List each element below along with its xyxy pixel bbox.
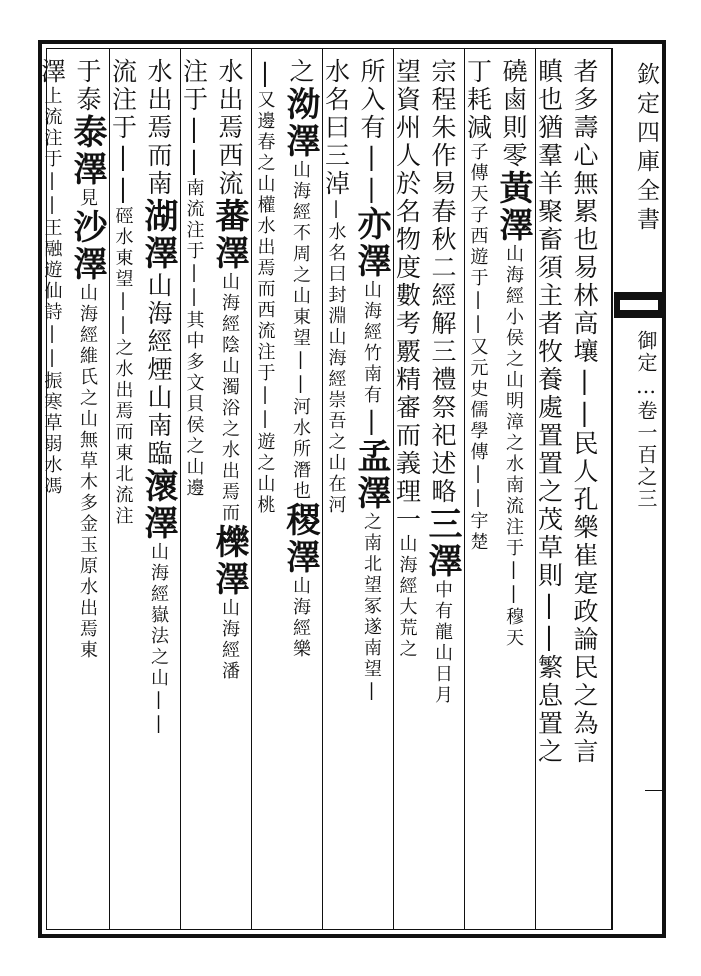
body-text: 丁耗減 (463, 58, 493, 142)
body-text: 澤 (37, 58, 67, 86)
annotation-text: 山海經不周之山東望||河水所潛也 (290, 160, 311, 502)
annotation-text: 山海經崇吾之山在河 (325, 327, 347, 516)
annotation-text: 山海經小侯之山明漳之水南流注于||穆天 (503, 244, 524, 649)
annotation-text: 見 (77, 188, 98, 209)
body-text: 瞋也猶羣羊聚畜須主者牧養處置置之茂草則||繁息置之 (534, 58, 564, 766)
edge-tick-mark (645, 790, 663, 791)
text-column (180, 58, 216, 928)
annotation-text: 之水出焉而東北流注 (112, 338, 134, 527)
annotation-text: 中有龍山日月 (432, 580, 453, 706)
fishtail-mark (614, 292, 664, 318)
annotation-text: 山海經樂 (290, 576, 311, 660)
body-text: 所入有|| (357, 58, 386, 206)
entry-heading: 黃澤 (493, 170, 533, 244)
entry-heading: 三澤 (422, 506, 462, 580)
text-column (38, 58, 74, 928)
body-text: 水名曰三淖 (321, 58, 351, 198)
text-column (109, 58, 145, 928)
body-text: 于泰 (73, 58, 102, 114)
annotation-text: 山海經嶽法之山|| (148, 542, 169, 737)
entry-heading: 泰澤 (67, 114, 107, 188)
text-column (464, 58, 500, 928)
annotation-text: 山海經潘 (219, 598, 240, 682)
text-column (138, 58, 181, 928)
body-text: 水出焉而南 (144, 58, 173, 198)
annotation-text: 上 (41, 86, 63, 107)
text-column (322, 58, 358, 928)
entry-heading: 沙澤 (67, 209, 107, 283)
body-text: 宗程朱作易春秋二經解三禮祭祀述略 (428, 58, 457, 506)
body-text: 望資州人於名物度數考覈精審而義理一 (392, 58, 422, 534)
body-text: 山海經煙山南臨 (144, 272, 173, 468)
entry-heading: 孟澤 (351, 438, 391, 512)
text-column (209, 58, 252, 928)
book-title: 欽定四庫全書 (633, 62, 659, 236)
body-text: 注于|| (179, 58, 209, 178)
annotation-text: 硜水東望|| (112, 206, 134, 338)
entry-heading: 瀤澤 (138, 468, 178, 542)
body-text: 流注于|| (108, 58, 138, 206)
text-column (251, 58, 287, 928)
text-column (422, 58, 465, 928)
annotation-text: 又邊春之山權水出焉而西流注于|| (254, 90, 276, 432)
text-column (493, 58, 536, 928)
entry-heading: 泑澤 (280, 86, 320, 160)
annotation-text: 子傳天子西遊于||又元史儒學傳||宇楚 (467, 142, 489, 553)
annotation-text: 山海經維氏之山無草木多金玉原水出焉東 (77, 283, 98, 661)
annotation-text: 山海經陰山濁浴之水出焉而 (219, 272, 240, 524)
edge-strip-rule (612, 48, 613, 930)
annotation-text: 之南北望冢遂南望| (361, 512, 382, 704)
entry-heading: 稷澤 (280, 502, 320, 576)
entry-heading: 亦澤 (351, 206, 391, 280)
body-text: 者多壽心無累也易林高壤||民人孔樂崔寔政論民之為言 (570, 58, 599, 766)
annotation-text: 山海經竹南有 (361, 280, 382, 406)
text-column (351, 58, 394, 928)
body-text: 之 (286, 58, 315, 86)
text-column (535, 58, 571, 928)
entry-heading: 湖澤 (138, 198, 178, 272)
body-text: 磽鹵則零 (499, 58, 528, 170)
annotation-text: 流注于||王融遊仙詩||振寒草弱水馮 (41, 107, 63, 497)
text-column (280, 58, 323, 928)
entry-heading: 蕃澤 (209, 198, 249, 272)
body-text: 水出焉西流 (215, 58, 244, 198)
text-column (67, 58, 110, 928)
chapter-label: 御定…卷一百之三 (634, 330, 658, 510)
text-column (571, 58, 607, 928)
entry-heading: 櫟澤 (209, 524, 249, 598)
annotation-text: 侯之山邊 (183, 415, 205, 499)
body-text: | (357, 406, 386, 438)
annotation-text: 山海經大荒之 (396, 534, 418, 660)
text-column (393, 58, 429, 928)
body-text: | (250, 58, 280, 90)
annotation-text: 遊之山桃 (254, 432, 276, 516)
annotation-text: |水名曰封淵 (325, 198, 347, 327)
annotation-text: 南流注于||其中多文貝 (183, 178, 205, 415)
